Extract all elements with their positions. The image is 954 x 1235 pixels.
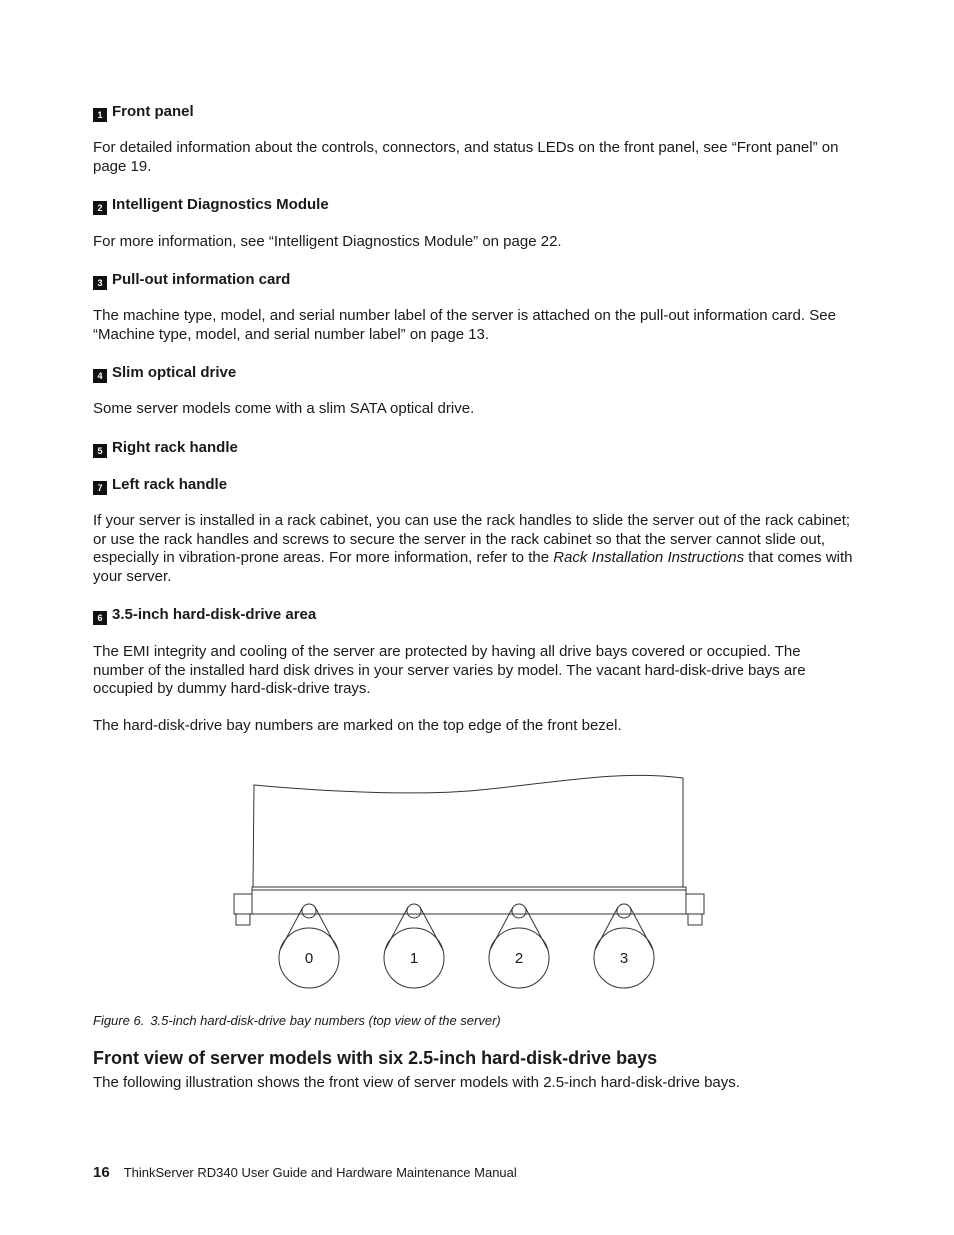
heading-text: Front panel bbox=[112, 103, 194, 120]
paragraph-text: that comes with your server. bbox=[93, 549, 853, 586]
callout-badge: 3 bbox=[93, 276, 107, 290]
callout-leader bbox=[630, 907, 653, 950]
figure-label: Figure 6. bbox=[93, 1013, 145, 1028]
bay-number-label: 0 bbox=[304, 950, 314, 967]
heading-text: Slim optical drive bbox=[112, 364, 237, 381]
heading-text: Left rack handle bbox=[112, 476, 228, 493]
callout-leader bbox=[490, 907, 513, 950]
callout-leader bbox=[525, 907, 548, 950]
bay-marker bbox=[617, 904, 631, 918]
bay-number-label: 2 bbox=[514, 950, 524, 967]
caption-text: 3.5-inch hard-disk-drive bay numbers (top view of the server) bbox=[150, 1013, 501, 1028]
callout-leader bbox=[595, 907, 618, 950]
callout-badge: 5 bbox=[93, 444, 107, 458]
section-heading: Front view of server models with six 2.5-inch hard-disk-drive bays bbox=[93, 1048, 658, 1068]
paragraph-hdd-emi: The EMI integrity and cooling of the server are protected by having all drive bays covered or occupied. The number of the installed hard disk drives in your server varies by model. The vacant hard-disk-drive bays are occupied by dummy hard-disk-drive trays. bbox=[93, 643, 806, 698]
right-ear-tab bbox=[688, 914, 702, 925]
right-ear bbox=[686, 894, 704, 914]
paragraph-front-panel: For detailed information about the controls, connectors, and status LEDs on the front panel, see “Front panel” on page 19. bbox=[93, 139, 839, 175]
document-reference: Rack Installation Instructions bbox=[553, 549, 745, 567]
heading-text: Right rack handle bbox=[112, 439, 238, 456]
callout-badge: 2 bbox=[93, 201, 107, 215]
figure-caption bbox=[93, 1013, 853, 1029]
paragraph-text: If your server is installed in a rack cabinet, you can use the rack handles to slide the server out of the rack cabinet; or use the rack handles and screws to secure the server in the rack cabinet so that the server cannot slide out, especially in vibration-prone areas. For more information, refer to the bbox=[93, 512, 851, 567]
callout-badge: 1 bbox=[93, 108, 107, 122]
paragraph-optical-drive: Some server models come with a slim SATA optical drive. bbox=[93, 400, 475, 417]
bay-marker bbox=[512, 904, 526, 918]
heading-text: Intelligent Diagnostics Module bbox=[112, 196, 329, 213]
left-ear-tab bbox=[236, 914, 250, 925]
section-intro: The following illustration shows the front view of server models with 2.5-inch hard-disk-drive bays. bbox=[93, 1074, 740, 1091]
callout-badge: 6 bbox=[93, 611, 107, 625]
callout-badge: 7 bbox=[93, 481, 107, 495]
callout-badge: 4 bbox=[93, 369, 107, 383]
left-ear bbox=[234, 894, 252, 914]
bay-number-label: 3 bbox=[619, 950, 629, 967]
manual-title: ThinkServer RD340 User Guide and Hardware Maintenance Manual bbox=[123, 1165, 517, 1180]
callout-leader bbox=[315, 907, 338, 950]
paragraph-hdd-bay-numbers: The hard-disk-drive bay numbers are marked on the top edge of the front bezel. bbox=[93, 717, 622, 734]
paragraph-idm: For more information, see “Intelligent Diagnostics Module” on page 22. bbox=[93, 233, 562, 250]
callout-leader bbox=[385, 907, 408, 950]
paragraph-pullout-card: The machine type, model, and serial number label of the server is attached on the pull-out information card. See “Machine type, model, and serial number label” on page 13. bbox=[93, 307, 836, 343]
callout-leader bbox=[420, 907, 443, 950]
page-footer bbox=[93, 1164, 517, 1181]
bay-number-label: 1 bbox=[409, 950, 419, 967]
page-number: 16 bbox=[93, 1164, 110, 1181]
heading-text: 3.5-inch hard-disk-drive area bbox=[112, 606, 317, 623]
callout-leader bbox=[280, 907, 303, 950]
bay-marker bbox=[302, 904, 316, 918]
bay-marker bbox=[407, 904, 421, 918]
heading-text: Pull-out information card bbox=[112, 271, 291, 288]
chassis-outline bbox=[253, 775, 683, 887]
